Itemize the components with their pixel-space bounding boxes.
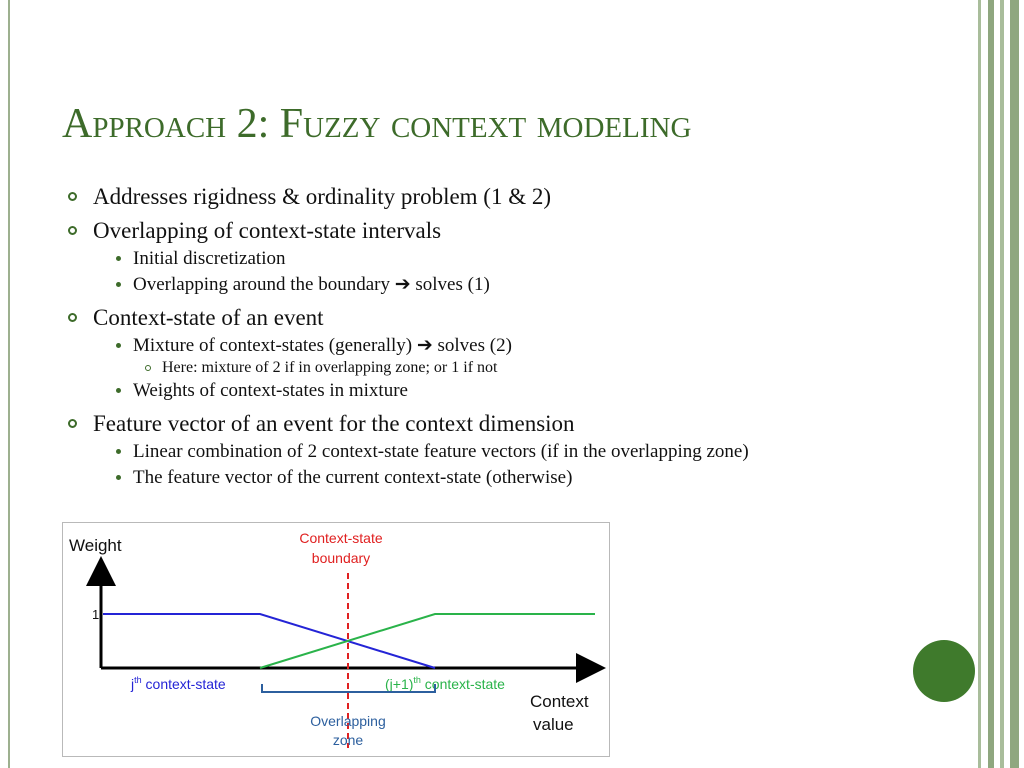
bullet-3-1-1: Here: mixture of 2 if in overlapping zone; or 1 if not xyxy=(143,358,942,378)
bullet-4: Feature vector of an event for the context dimension xyxy=(62,407,942,441)
right-decor-stripe-3 xyxy=(1000,0,1004,768)
j1th-state-label: $(j+1)^{th}$ context-state xyxy=(385,675,505,692)
j1th-state-weight-line xyxy=(260,614,595,668)
bullet-1: Addresses rigidness & ordinality problem (1 & 2) xyxy=(62,180,942,214)
bullet-3-2: Weights of context-states in mixture xyxy=(114,380,942,401)
jth-state-weight-line xyxy=(103,614,435,668)
jth-state-label: $j^{th}$ context-state xyxy=(131,675,226,692)
right-decor-stripe-2 xyxy=(988,0,994,768)
overlap-zone-label-2: zone xyxy=(332,732,364,748)
weight-axis-label: Weight xyxy=(69,536,122,555)
weight-diagram xyxy=(62,522,610,757)
left-border-line xyxy=(8,0,10,768)
bullet-4-1: Linear combination of 2 context-state feature vectors (if in the overlapping zone) xyxy=(114,441,813,462)
slide-title: Approach 2: Fuzzy context modeling xyxy=(62,101,692,147)
one-tick-label: 1 xyxy=(92,607,100,622)
bullet-4-2: The feature vector of the current context-state (otherwise) xyxy=(114,467,942,488)
bullet-3: Context-state of an event xyxy=(62,301,942,335)
context-value-label-2: value xyxy=(533,715,574,734)
overlap-zone-label-1: Overlapping xyxy=(310,713,386,729)
decorative-green-circle xyxy=(913,640,975,702)
bullet-2: Overlapping of context-state intervals xyxy=(62,214,942,248)
bullet-3-1: Mixture of context-states (generally) ➔ solves (2) xyxy=(114,335,942,356)
bullet-2-1: Initial discretization xyxy=(114,248,942,269)
context-value-label-1: Context xyxy=(530,692,589,711)
right-decor-stripe-4 xyxy=(1010,0,1019,768)
right-decor-stripe-1 xyxy=(978,0,981,768)
bullet-2-2: Overlapping around the boundary ➔ solves (1) xyxy=(114,274,942,295)
bullet-list xyxy=(62,180,942,493)
boundary-label-line2: boundary xyxy=(311,550,371,566)
boundary-label-line1: Context-state xyxy=(299,530,383,546)
